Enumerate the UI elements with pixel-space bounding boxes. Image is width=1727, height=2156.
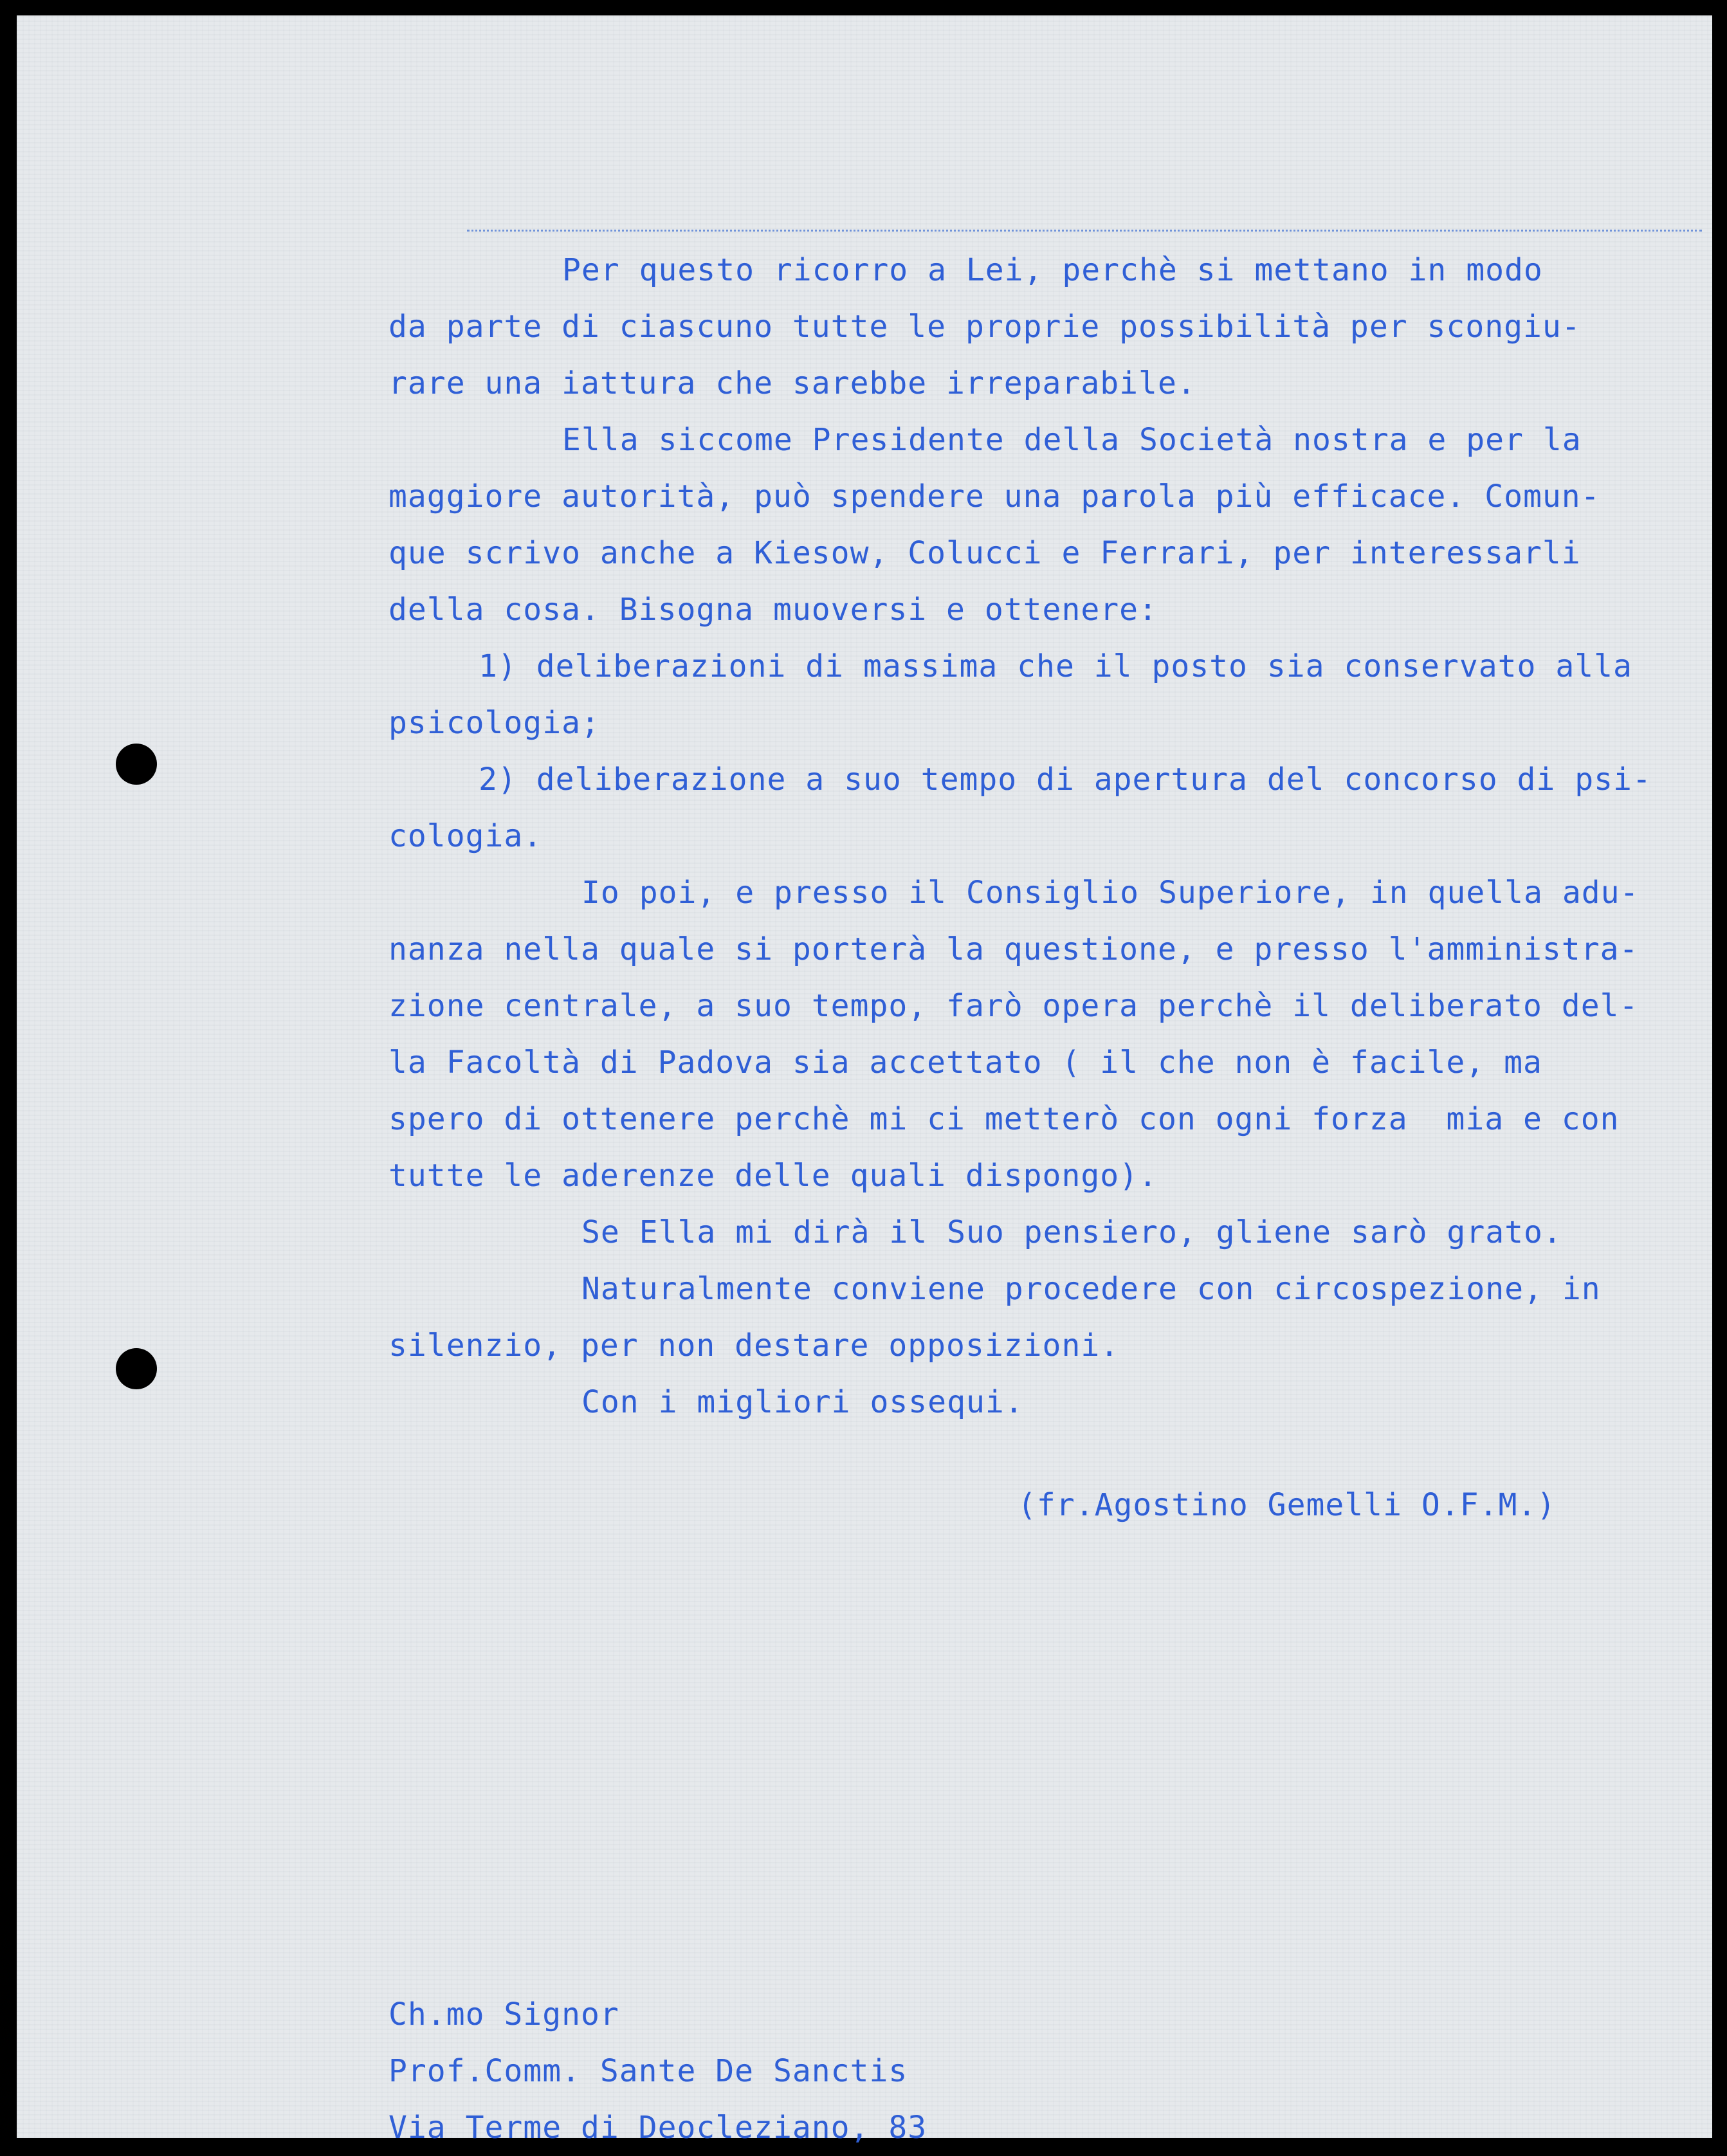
body-line: que scrivo anche a Kiesow, Colucci e Ferrari, per interessarli xyxy=(388,535,1581,571)
address-street: Via Terme di Deocleziano, 83 xyxy=(388,2110,927,2146)
body-line: psicologia; xyxy=(388,705,600,741)
body-line: cologia. xyxy=(388,818,543,854)
body-line: Ella siccome Presidente della Società nostra e per la xyxy=(562,422,1582,458)
body-line: rare una iattura che sarebbe irreparabile. xyxy=(388,365,1196,401)
body-line: nanza nella quale si porterà la questione, e presso l'amministra- xyxy=(388,931,1639,967)
body-line: 1) deliberazioni di massima che il posto sia conservato alla xyxy=(479,648,1632,684)
body-line: 2) deliberazione a suo tempo di apertura del concorso di psi- xyxy=(479,762,1652,798)
body-line: silenzio, per non destare opposizioni. xyxy=(388,1328,1120,1364)
body-line: Per questo ricorro a Lei, perchè si mettano in modo xyxy=(562,252,1543,288)
punch-hole xyxy=(116,1348,157,1389)
dotted-top-rule xyxy=(467,230,1702,232)
address-name: Prof.Comm. Sante De Sanctis xyxy=(388,2053,908,2089)
body-line: Io poi, e presso il Consiglio Superiore, in quella adu- xyxy=(581,875,1640,911)
body-line: Con i migliori ossequi. xyxy=(581,1384,1024,1420)
body-line: da parte di ciascuno tutte le proprie possibilità per scongiu- xyxy=(388,309,1581,345)
punch-hole xyxy=(116,744,157,785)
body-line: zione centrale, a suo tempo, farò opera perchè il deliberato del- xyxy=(388,988,1639,1024)
body-line: tutte le aderenze delle quali dispongo). xyxy=(388,1158,1158,1194)
body-line: Naturalmente conviene procedere con circospezione, in xyxy=(581,1271,1601,1307)
body-line: della cosa. Bisogna muoversi e ottenere: xyxy=(388,592,1158,628)
body-line: Se Ella mi dirà il Suo pensiero, gliene sarò grato. xyxy=(581,1214,1562,1250)
body-line: la Facoltà di Padova sia accettato ( il che non è facile, ma xyxy=(388,1045,1542,1081)
address-salutation: Ch.mo Signor xyxy=(388,1996,619,2033)
letter-page xyxy=(17,15,1712,2146)
body-line: spero di ottenere perchè mi ci metterò con ogni forza mia e con xyxy=(388,1101,1620,1137)
body-line: maggiore autorità, può spendere una parola più efficace. Comun- xyxy=(388,479,1600,515)
signature: (fr.Agostino Gemelli O.F.M.) xyxy=(1018,1487,1557,1523)
